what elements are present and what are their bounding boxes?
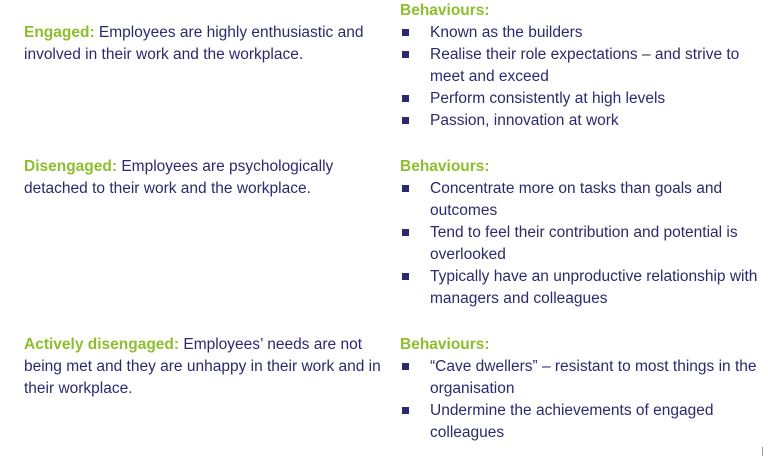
square-bullet-icon bbox=[402, 51, 409, 58]
square-bullet-icon bbox=[402, 117, 409, 124]
square-bullet-icon bbox=[402, 273, 409, 280]
square-bullet-icon bbox=[402, 407, 409, 414]
square-bullet-icon bbox=[402, 185, 409, 192]
disengaged-term: Disengaged: bbox=[24, 158, 118, 175]
actively-disengaged-behaviours-heading: Behaviours: bbox=[400, 336, 490, 353]
list-item: Perform consistently at high levels bbox=[400, 88, 762, 110]
actively-disengaged-description bbox=[24, 334, 389, 400]
actively-disengaged-behaviours-list bbox=[400, 356, 762, 444]
actively-disengaged-behaviours bbox=[400, 336, 762, 444]
list-item: Typically have an unproductive relationship with managers and colleagues bbox=[400, 266, 762, 310]
square-bullet-icon bbox=[402, 95, 409, 102]
disengaged-behaviours-list bbox=[400, 178, 762, 310]
actively-disengaged-term: Actively disengaged: bbox=[24, 336, 180, 353]
list-item: Concentrate more on tasks than goals and outcomes bbox=[400, 178, 762, 222]
engaged-behaviours bbox=[400, 2, 762, 132]
square-bullet-icon bbox=[402, 29, 409, 36]
disengaged-description-text: Employees are psychologically detached to their work and the workplace. bbox=[24, 158, 334, 197]
engaged-behaviours-list bbox=[400, 22, 762, 132]
list-item: Passion, innovation at work bbox=[400, 110, 762, 132]
square-bullet-icon bbox=[402, 229, 409, 236]
engaged-behaviours-heading: Behaviours: bbox=[400, 2, 490, 19]
list-item: Realise their role expectations – and strive to meet and exceed bbox=[400, 44, 762, 88]
disengaged-description bbox=[24, 156, 389, 200]
list-item: Known as the builders bbox=[400, 22, 762, 44]
disengaged-behaviours bbox=[400, 158, 762, 310]
list-item: Tend to feel their contribution and potential is overlooked bbox=[400, 222, 762, 266]
square-bullet-icon bbox=[402, 363, 409, 370]
engaged-description-text: Employees are highly enthusiastic and involved in their work and the workplace. bbox=[24, 24, 364, 63]
list-item: Undermine the achievements of engaged colleagues bbox=[400, 400, 762, 444]
list-item: “Cave dwellers” – resistant to most things in the organisation bbox=[400, 356, 762, 400]
engaged-term: Engaged: bbox=[24, 24, 95, 41]
corner-mark bbox=[762, 447, 764, 456]
disengaged-behaviours-heading: Behaviours: bbox=[400, 158, 490, 175]
actively-disengaged-description-text: Employees’ needs are not being met and they are unhappy in their work and in their workplace. bbox=[24, 336, 381, 397]
engaged-description bbox=[24, 22, 389, 66]
